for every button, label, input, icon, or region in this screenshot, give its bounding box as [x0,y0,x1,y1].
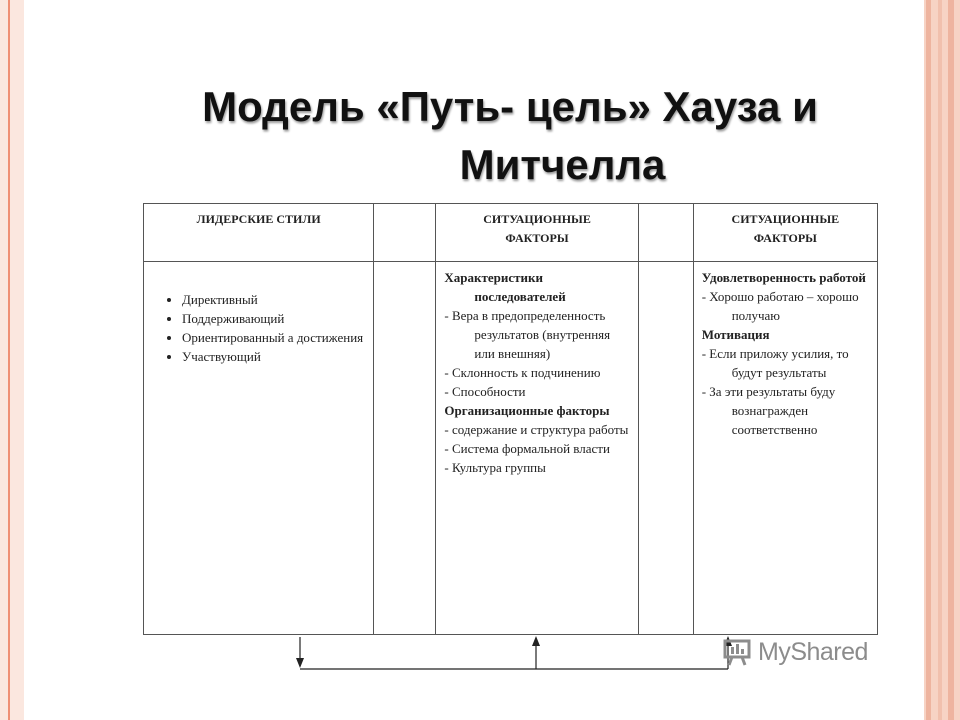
factor-heading: Организационные факторы [444,403,610,418]
header-leadership-styles: ЛИДЕРСКИЕ СТИЛИ [144,204,374,262]
list-item: • Поддерживающий [182,309,373,328]
factor-item: - Если приложу усилия, то будут результаты [701,346,849,380]
header-label: СИТУАЦИОННЫЕ ФАКТОРЫ [731,212,840,245]
factor-item: - Склонность к подчинению [444,365,601,380]
slide-title-line1: Модель «Путь- цель» Хауза и [202,83,818,130]
factor-item: - За эти результаты буду вознагражден соответственно [701,384,836,437]
slide-title-line2: Митчелла [459,141,666,188]
list-item: • Ориентированный а достижения [182,328,373,347]
factor-item: - Хорошо работаю – хорошо получаю [701,289,859,323]
factor-item: - Вера в предопределенность результатов (внутренняя или внешняя) [444,308,611,361]
factor-item: - содержание и структура работы [444,422,629,437]
list-item: • Участвующий [182,347,373,366]
factor-item: - Система формальной власти [444,441,610,456]
factor-heading: Удовлетворенность работой [701,270,866,285]
factor-heading: Мотивация [701,327,770,342]
factor-item: - Способности [444,384,526,399]
watermark-text: MyShared [758,637,868,666]
list-item: • Директивный [182,290,373,309]
header-label: СИТУАЦИОННЫЕ ФАКТОРЫ [483,212,591,245]
factor-item: - Культура группы [444,460,546,475]
presentation-board-icon [722,638,752,666]
watermark [722,636,868,668]
factor-heading: Характеристики последователей [444,270,566,304]
